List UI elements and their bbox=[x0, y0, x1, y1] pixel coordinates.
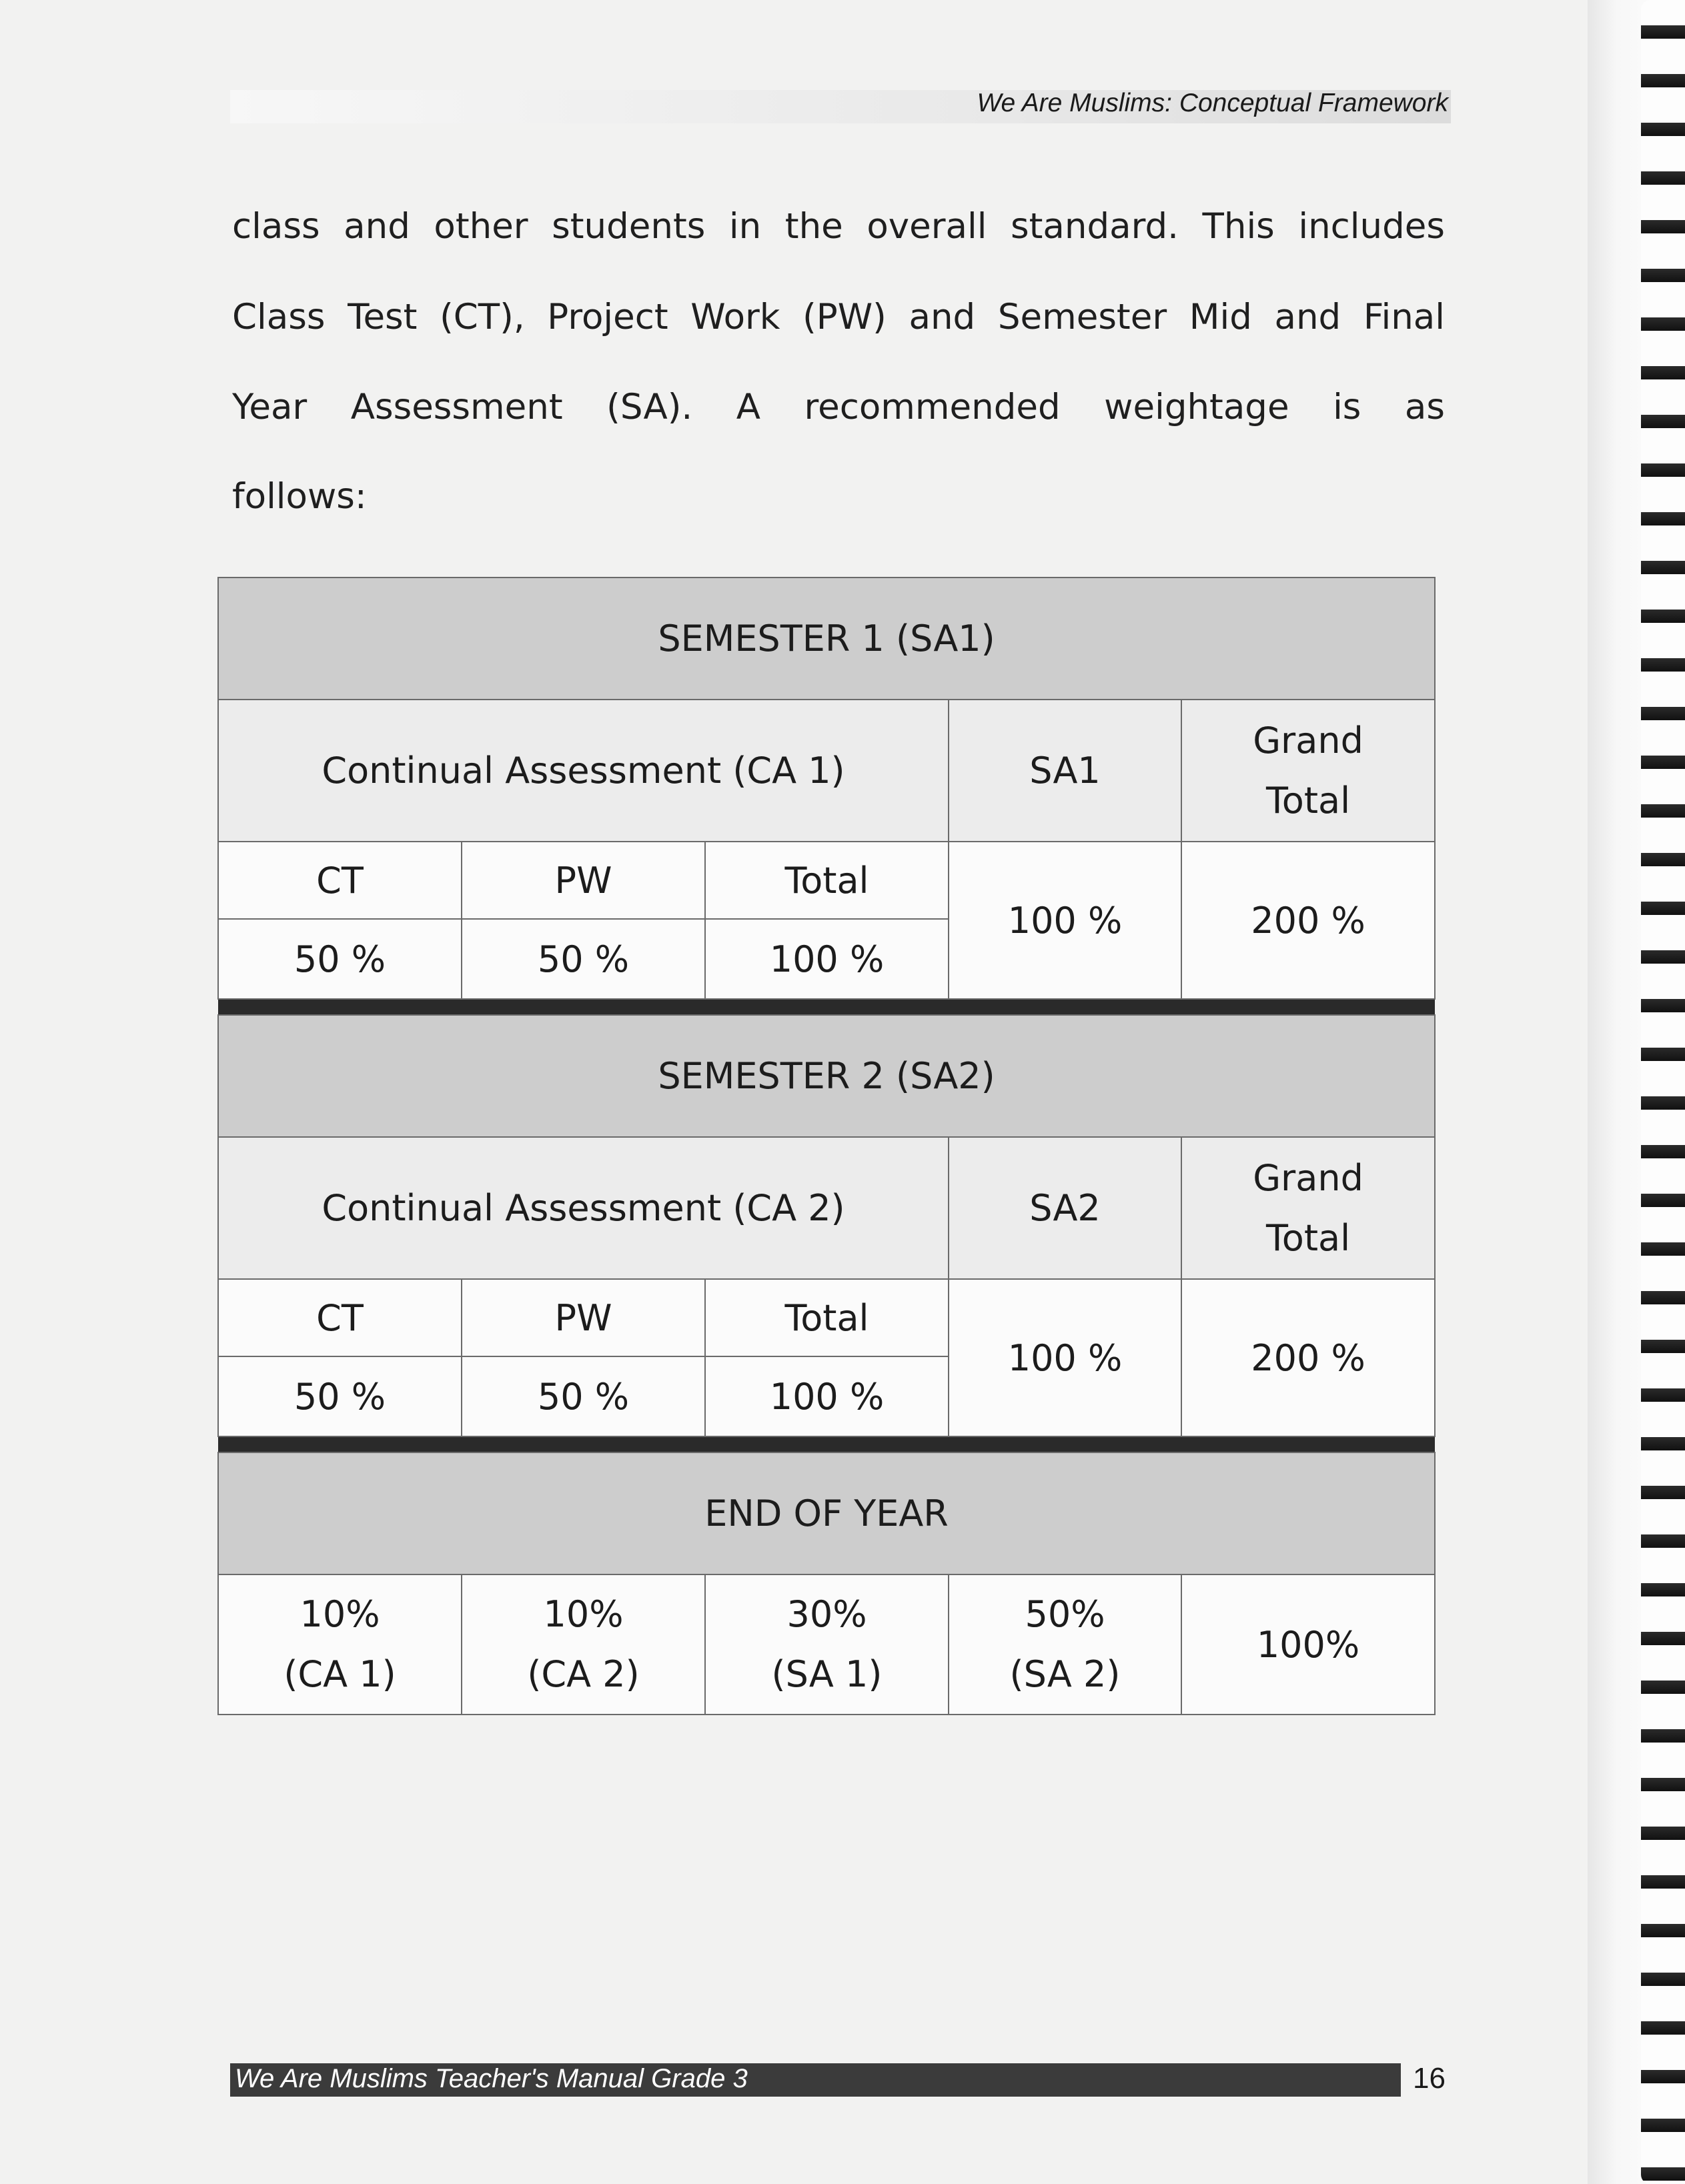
semester-1-total-label: Total bbox=[705, 842, 949, 919]
end-of-year-cell-sa2 bbox=[949, 1574, 1181, 1715]
semester-2-pw-value: 50 % bbox=[462, 1356, 705, 1436]
body-line-2: Class Test (CT), Project Work (PW) and Semester Mid and Final bbox=[232, 297, 1445, 337]
footer-title: We Are Muslims Teacher's Manual Grade 3 bbox=[235, 2064, 748, 2093]
semester-2-total-value: 100 % bbox=[705, 1356, 949, 1436]
cell-percent: 50% bbox=[1025, 1593, 1105, 1635]
semester-1-ca-label: Continual Assessment (CA 1) bbox=[218, 700, 949, 842]
spiral-binding bbox=[1641, 0, 1685, 2184]
running-header: We Are Muslims: Conceptual Framework bbox=[977, 89, 1448, 117]
semester-1-heading: SEMESTER 1 (SA1) bbox=[218, 578, 1435, 700]
section-divider bbox=[218, 1436, 1435, 1452]
semester-1-ct-label: CT bbox=[218, 842, 462, 919]
cell-source: (SA 2) bbox=[1009, 1653, 1121, 1695]
cell-source: (CA 1) bbox=[284, 1653, 396, 1695]
end-of-year-cell-ca1 bbox=[218, 1574, 462, 1715]
semester-1-pw-value: 50 % bbox=[462, 919, 705, 999]
semester-2-total-label: Total bbox=[705, 1279, 949, 1356]
semester-2-grand-total-label bbox=[1181, 1137, 1435, 1279]
grand-label-line-2: Total bbox=[1265, 1216, 1351, 1259]
body-line-1: class and other students in the overall standard. This includes bbox=[232, 206, 1445, 247]
grand-label-line-1: Grand bbox=[1253, 719, 1363, 762]
semester-1-ct-value: 50 % bbox=[218, 919, 462, 999]
cell-source: (SA 1) bbox=[771, 1653, 883, 1695]
page-number: 16 bbox=[1413, 2062, 1446, 2095]
end-of-year-cell-sa1 bbox=[705, 1574, 949, 1715]
weightage-table bbox=[217, 577, 1436, 1715]
grand-label-line-1: Grand bbox=[1253, 1156, 1363, 1199]
cell-percent: 10% bbox=[300, 1593, 380, 1635]
end-of-year-total: 100% bbox=[1181, 1574, 1435, 1715]
cell-source: (CA 2) bbox=[527, 1653, 640, 1695]
semester-2-pw-label: PW bbox=[462, 1279, 705, 1356]
semester-1-pw-label: PW bbox=[462, 842, 705, 919]
semester-2-ct-value: 50 % bbox=[218, 1356, 462, 1436]
body-line-4: follows: bbox=[232, 476, 367, 517]
semester-2-sa-value: 100 % bbox=[949, 1279, 1181, 1436]
semester-2-heading: SEMESTER 2 (SA2) bbox=[218, 1015, 1435, 1137]
end-of-year-heading: END OF YEAR bbox=[218, 1452, 1435, 1574]
section-divider bbox=[218, 999, 1435, 1015]
semester-1-grand-total-label bbox=[1181, 700, 1435, 842]
cell-percent: 30% bbox=[786, 1593, 867, 1635]
body-line-3: Year Assessment (SA). A recommended weightage is as bbox=[232, 387, 1445, 427]
semester-2-sa-label: SA2 bbox=[949, 1137, 1181, 1279]
semester-1-sa-value: 100 % bbox=[949, 842, 1181, 999]
grand-label-line-2: Total bbox=[1265, 779, 1351, 822]
semester-2-ca-label: Continual Assessment (CA 2) bbox=[218, 1137, 949, 1279]
cell-percent: 10% bbox=[543, 1593, 624, 1635]
semester-2-ct-label: CT bbox=[218, 1279, 462, 1356]
semester-1-grand-total-value: 200 % bbox=[1181, 842, 1435, 999]
semester-1-sa-label: SA1 bbox=[949, 700, 1181, 842]
semester-2-grand-total-value: 200 % bbox=[1181, 1279, 1435, 1436]
end-of-year-cell-ca2 bbox=[462, 1574, 705, 1715]
semester-1-total-value: 100 % bbox=[705, 919, 949, 999]
